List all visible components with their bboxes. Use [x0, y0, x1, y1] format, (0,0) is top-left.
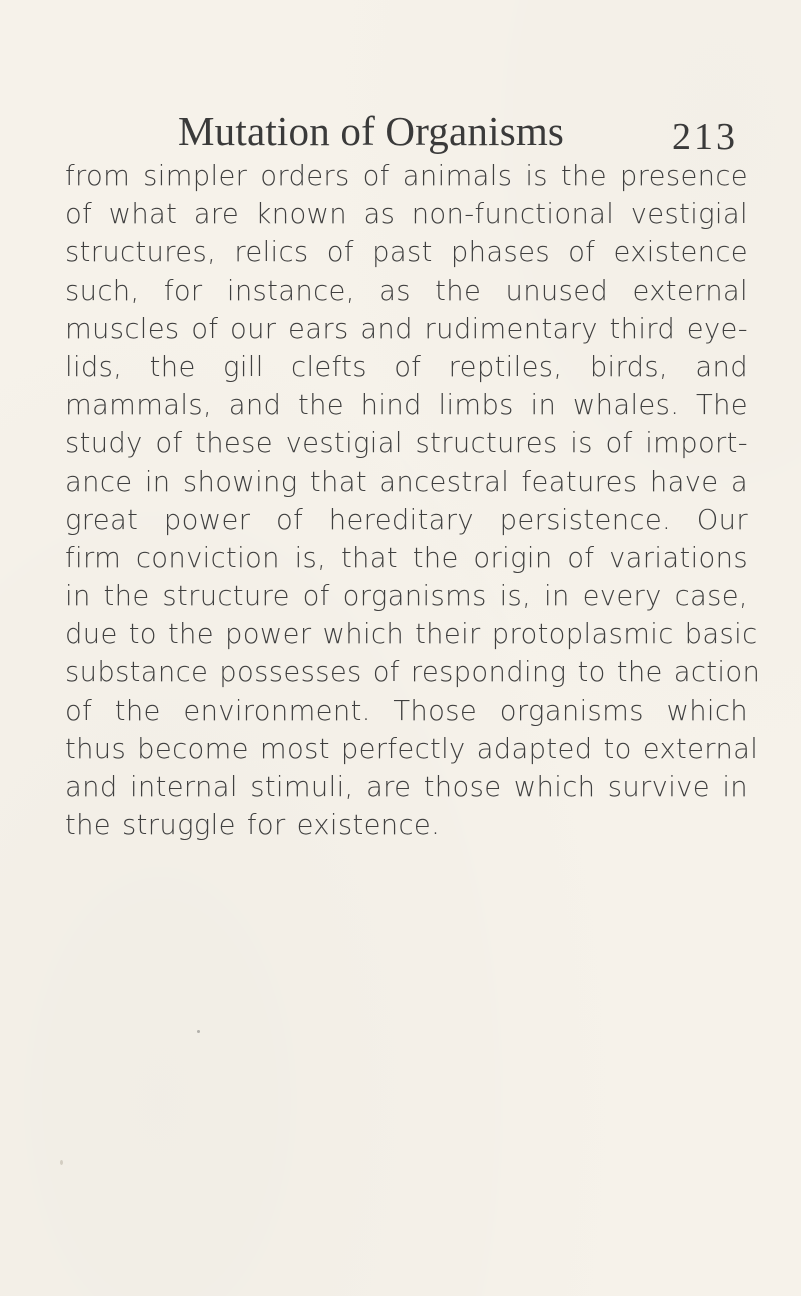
text-line: such, for instance, as the unused external: [65, 275, 748, 307]
text-line: and internal stimuli, are those which survive in: [65, 772, 748, 803]
text-line: thus become most perfectly adapted to external: [65, 733, 759, 765]
text-line: muscles of our ears and rudimentary third eye-: [65, 313, 748, 345]
page-number: 213: [672, 116, 738, 158]
text-line: the struggle for existence.: [65, 810, 441, 842]
text-line: great power of hereditary persistence. Our: [65, 504, 748, 536]
page-header: [178, 104, 738, 158]
running-title: Mutation of Organisms: [178, 108, 565, 154]
text-line: due to the power which their protoplasmic basic: [65, 619, 758, 651]
paper-speck: [197, 1030, 200, 1033]
text-line: substance possesses of responding to the action: [65, 657, 761, 689]
text-line: firm conviction is, that the origin of variations: [65, 542, 748, 574]
text-line: mammals, and the hind limbs in whales. The: [65, 390, 748, 422]
text-line: in the structure of organisms is, in every case,: [65, 581, 748, 613]
paper-speck: [60, 1160, 63, 1165]
body-paragraph: [65, 158, 761, 845]
text-line: from simpler orders of animals is the presence: [65, 161, 748, 192]
text-line: study of these vestigial structures is of import-: [65, 428, 748, 460]
text-line: structures, relics of past phases of existence: [65, 237, 748, 269]
text-line: of the environment. Those organisms which: [65, 695, 748, 727]
text-line: lids, the gill clefts of reptiles, birds, and: [65, 351, 748, 383]
text-line: ance in showing that ancestral features have a: [65, 466, 748, 498]
text-line: of what are known as non-functional vestigial: [65, 199, 748, 231]
